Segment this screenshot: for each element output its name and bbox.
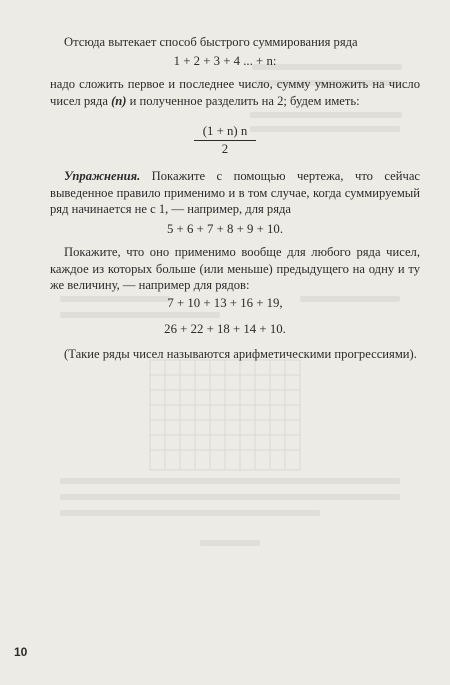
fraction-formula	[194, 124, 256, 157]
rule-part1: надо сложить первое и последнее число, сумму умножить на число чисел ряда	[50, 77, 420, 108]
formula-series-1: 5 + 6 + 7 + 8 + 9 + 10.	[166, 222, 284, 236]
closing-paragraph: (Такие ряды чисел называются арифметическими прогрессиями).	[64, 347, 417, 361]
page-number: 10	[14, 645, 28, 659]
rule-paragraph	[50, 76, 420, 109]
exercise-paragraph	[50, 168, 420, 218]
intro-line: Отсюда вытекает способ быстрого суммирования ряда	[64, 35, 358, 49]
general-paragraph: Покажите, что оно применимо вообще для любого ряда чисел, каждое из которых больше (или меньше) предыдущего на одну и ту же величину, — например для рядов:	[50, 245, 420, 293]
formula-series-3: 26 + 22 + 18 + 14 + 10.	[164, 322, 286, 336]
formula-sum	[0, 54, 450, 69]
fraction-denominator: 2	[221, 142, 229, 156]
exercise-text: Покажите с помощью чертежа, что сейчас выведенное правило применимо и в том случае, когда суммируемый ряд начинается не с 1, — например, для ряда	[50, 169, 420, 217]
fraction-numerator: (1 + n) n	[194, 124, 256, 141]
formula-sum-text: 1 + 2 + 3 + 4 ... + n:	[173, 54, 277, 68]
exercise-label: Упражнения.	[64, 169, 141, 183]
rule-part2: и полученное разделить на 2; будем иметь:	[126, 93, 360, 108]
formula-series-2: 7 + 10 + 13 + 16 + 19,	[167, 296, 283, 310]
rule-n: (n)	[111, 93, 127, 108]
